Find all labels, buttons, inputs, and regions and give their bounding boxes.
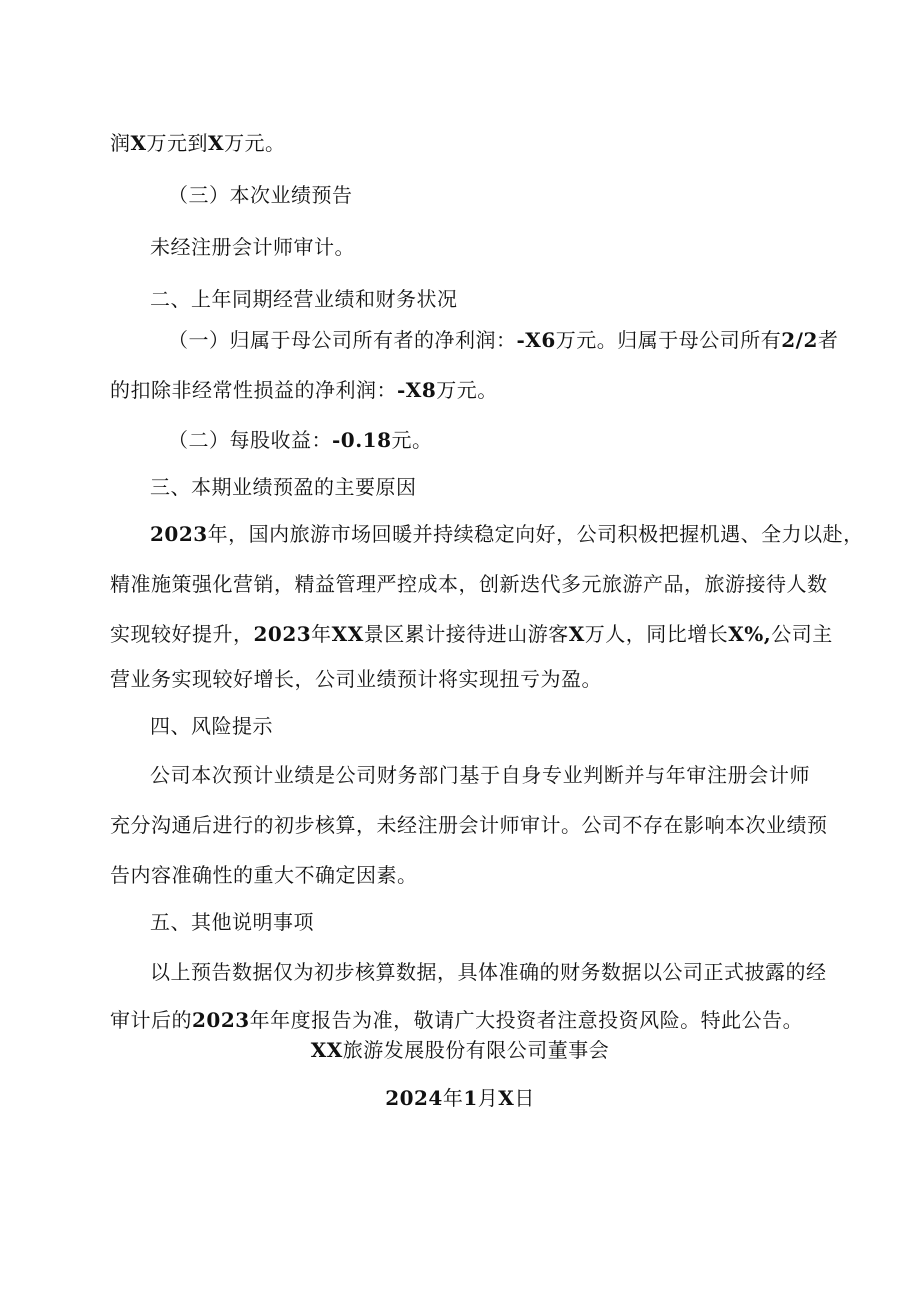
body-line: 未经注册会计师审计。	[150, 235, 355, 259]
section-heading: 三、本期业绩预盈的主要原因	[150, 475, 417, 499]
body-line: 精准施策强化营销，精益管理严控成本，创新迭代多元旅游产品，旅游接待人数	[110, 572, 828, 596]
body-line: 告内容准确性的重大不确定因素。	[110, 863, 418, 887]
subsection-heading: （三）本次业绩预告	[168, 183, 353, 207]
body-line: 2023年，国内旅游市场回暖并持续稳定向好，公司积极把握机遇、全力以赴，	[150, 522, 864, 546]
body-line: （一）归属于母公司所有者的净利润：-X6万元。归属于母公司所有2/2者	[168, 328, 839, 352]
signature-company: XX旅游发展股份有限公司董事会	[310, 1038, 610, 1062]
body-line: 充分沟通后进行的初步核算，未经注册会计师审计。公司不存在影响本次业绩预	[110, 813, 828, 837]
body-line: 以上预告数据仅为初步核算数据，具体准确的财务数据以公司正式披露的经	[150, 960, 827, 984]
body-line: 实现较好提升，2023年XX景区累计接待进山游客X万人，同比增长X%,公司主	[110, 622, 833, 646]
body-line: （二）每股收益：-0.18元。	[168, 428, 433, 452]
section-heading: 四、风险提示	[150, 714, 273, 738]
signature-date: 2024年1月X日	[385, 1086, 535, 1110]
body-line: 营业务实现较好增长，公司业绩预计将实现扭亏为盈。	[110, 667, 602, 691]
body-line: 润X万元到X万元。	[110, 131, 286, 155]
body-line: 的扣除非经常性损益的净利润：-X8万元。	[110, 378, 498, 402]
body-line: 审计后的2023年年度报告为准，敬请广大投资者注意投资风险。特此公告。	[110, 1008, 804, 1032]
body-line: 公司本次预计业绩是公司财务部门基于自身专业判断并与年审注册会计师	[150, 763, 810, 787]
section-heading: 二、上年同期经营业绩和财务状况	[150, 287, 458, 311]
section-heading: 五、其他说明事项	[150, 910, 314, 934]
